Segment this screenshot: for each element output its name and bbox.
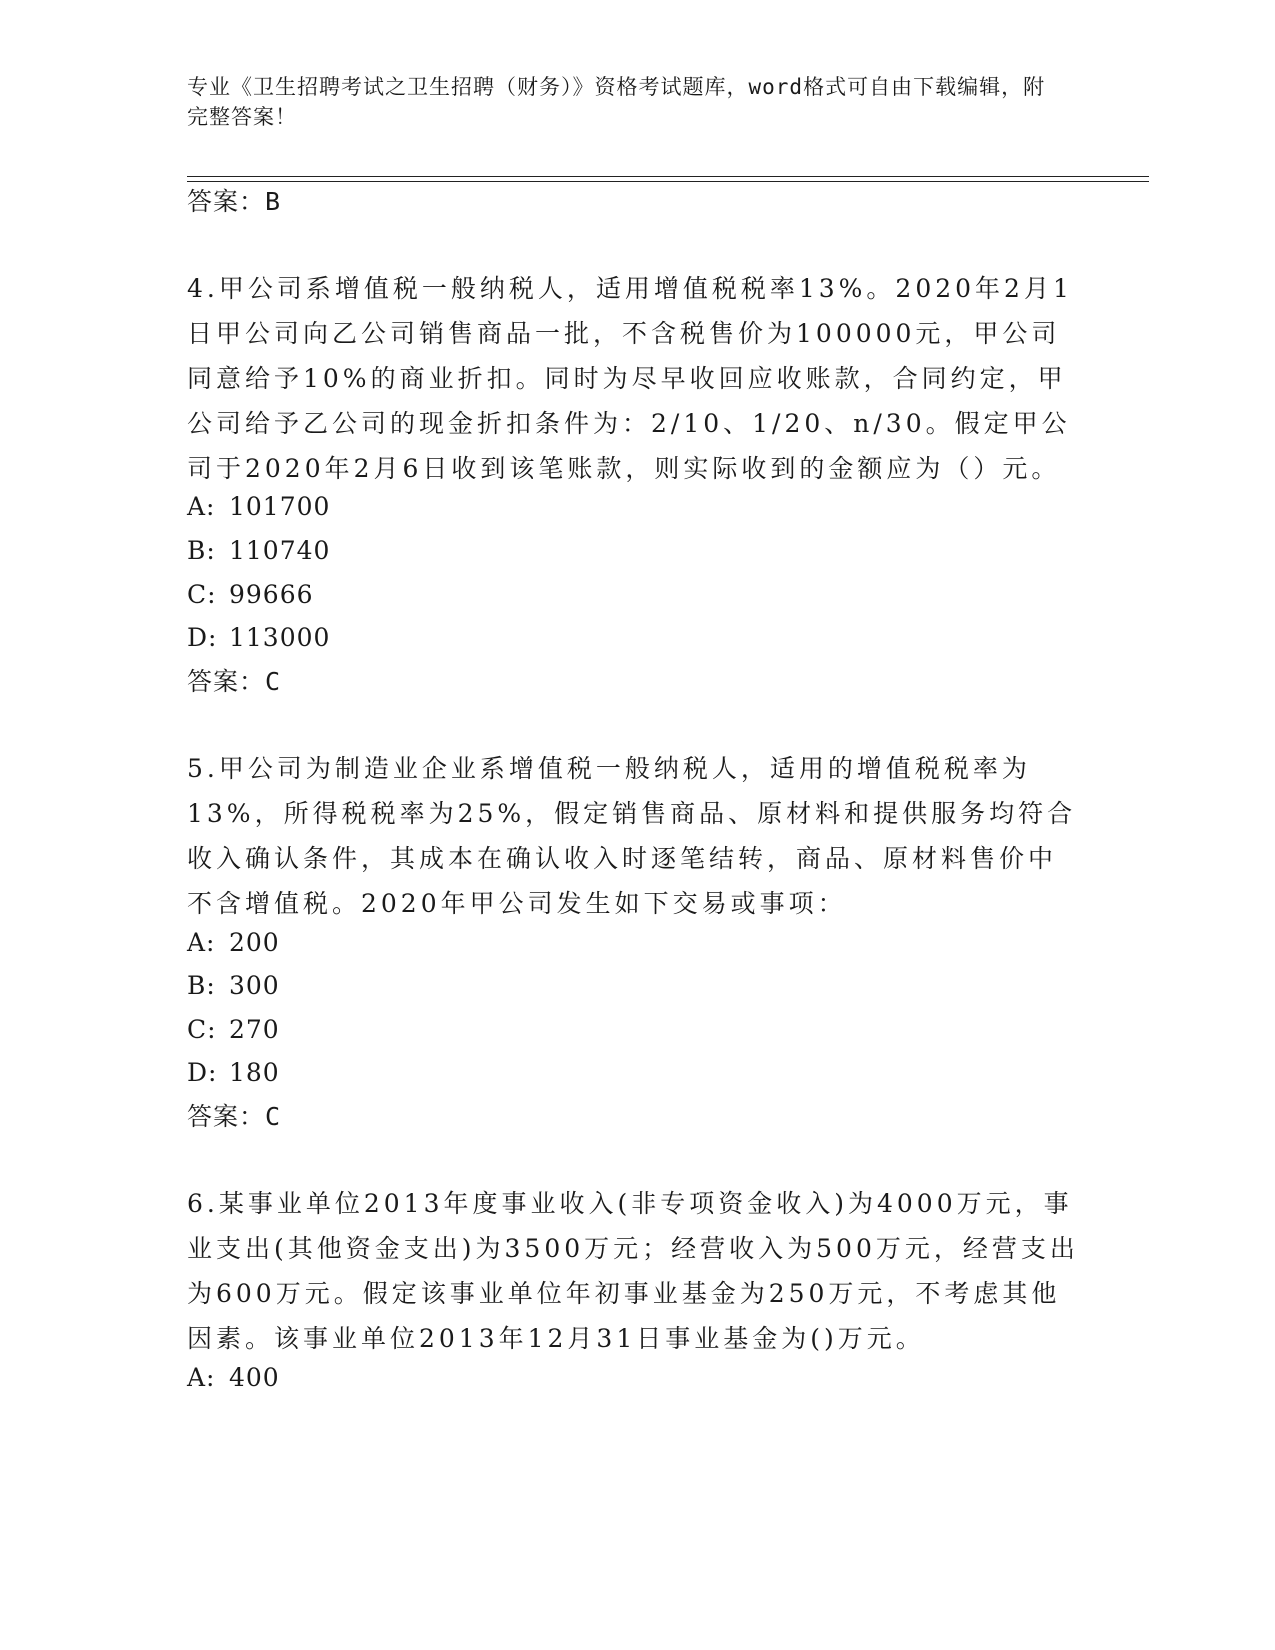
- question-4-stem: 4.甲公司系增值税一般纳税人，适用增值税税率13%。2020年2月1日甲公司向乙公司销售商品一批，不含税售价为100000元，甲公司同意给予10%的商业折扣。同时为尽早收回应收账款，合同约定，甲公司给予乙公司的现金折扣条件为：2/10、1/20、n/30。假定甲公司于2020年2月6日收到该笔账款，则实际收到的金额应为（）元。: [187, 274, 1073, 483]
- option-label: C:: [187, 580, 217, 609]
- question-5-stem: 5.甲公司为制造业企业系增值税一般纳税人，适用的增值税税率为13%，所得税税率为25%，假定销售商品、原材料和提供服务均符合收入确认条件，其成本在确认收入时逐笔结转，商品、原材料售价中不含增值税。2020年甲公司发生如下交易或事项：: [187, 754, 1077, 918]
- option-label: B:: [187, 971, 216, 1000]
- option-value: 200: [229, 928, 280, 957]
- question-6-option-a: [187, 1362, 280, 1394]
- question-4-option-d: [187, 622, 330, 654]
- option-label: A:: [187, 492, 216, 521]
- option-label: D:: [187, 623, 218, 652]
- option-label: D:: [187, 1058, 218, 1087]
- question-4-option-a: [187, 491, 330, 523]
- question-4-option-b: [187, 535, 330, 567]
- question-4-answer: 答案：C: [187, 667, 282, 696]
- question-6-stem: 6.某事业单位2013年度事业收入(非专项资金收入)为4000万元，事业支出(其他资金支出)为3500万元；经营收入为500万元，经营支出为600万元。假定该事业单位年初事业基金为250万元，不考虑其他因素。该事业单位2013年12月31日事业基金为()万元。: [187, 1189, 1079, 1353]
- option-value: 99666: [229, 580, 314, 609]
- question-4-option-c: [187, 579, 314, 611]
- option-label: B:: [187, 536, 216, 565]
- question-5-answer: 答案：C: [187, 1102, 282, 1131]
- question-5-option-d: [187, 1057, 280, 1089]
- option-label: A:: [187, 928, 216, 957]
- option-value: 110740: [229, 536, 331, 565]
- option-value: 400: [229, 1363, 280, 1392]
- previous-answer: 答案：B: [187, 187, 282, 216]
- option-value: 180: [229, 1058, 280, 1087]
- question-5-option-c: [187, 1014, 280, 1046]
- header-divider-bottom: [187, 181, 1149, 182]
- question-5-option-a: [187, 927, 280, 959]
- header-divider-top: [187, 176, 1149, 177]
- option-label: A:: [187, 1363, 216, 1392]
- page-header: 专业《卫生招聘考试之卫生招聘（财务）》资格考试题库，word格式可自由下载编辑，附完整答案！: [187, 75, 1046, 129]
- question-5-option-b: [187, 970, 280, 1002]
- option-label: C:: [187, 1015, 217, 1044]
- option-value: 270: [229, 1015, 280, 1044]
- option-value: 101700: [229, 492, 331, 521]
- option-value: 113000: [229, 623, 331, 652]
- option-value: 300: [229, 971, 280, 1000]
